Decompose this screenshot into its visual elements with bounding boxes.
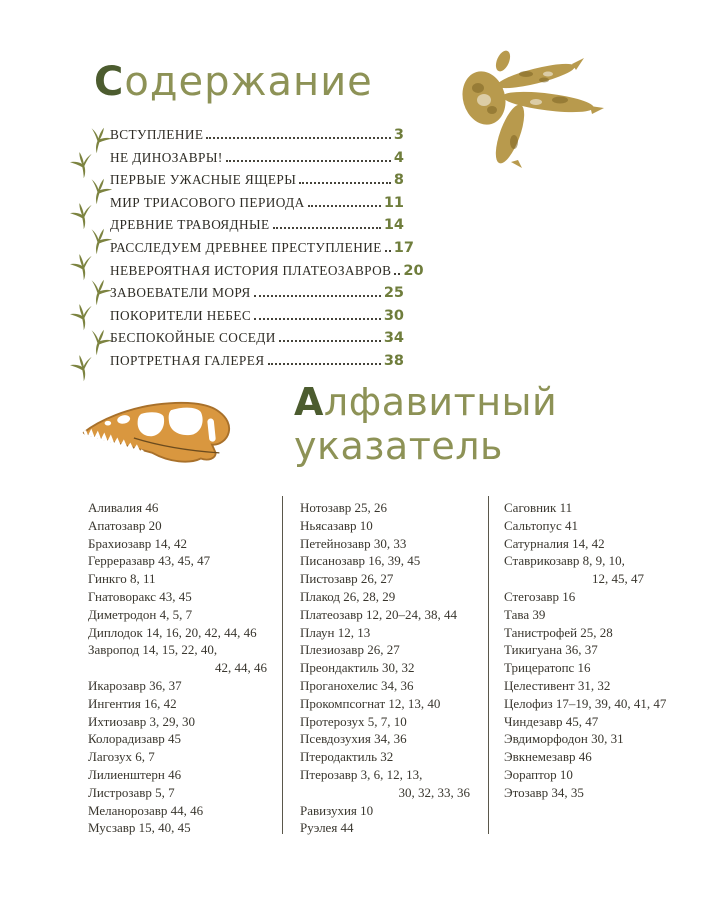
toc-entry-label: ПЕРВЫЕ УЖАСНЫЕ ЯЩЕРЫ xyxy=(110,172,297,188)
index-entry: Лагозух 6, 7 xyxy=(88,749,155,765)
toc-entry-label: ПОРТРЕТНАЯ ГАЛЕРЕЯ xyxy=(110,352,265,368)
toc-dots-leader xyxy=(254,295,381,297)
index-entry: 42, 44, 46 xyxy=(215,660,267,676)
index-entry: Целофиз 17–19, 39, 40, 41, 47 xyxy=(504,695,667,711)
index-entry: Стегозавр 16 xyxy=(504,588,576,604)
toc-dots-leader xyxy=(299,182,391,184)
index-title-line2: указатель xyxy=(294,424,503,469)
toc-page-number: 17 xyxy=(393,239,414,256)
index-entry: Птерозавр 3, 6, 12, 13, xyxy=(300,766,423,782)
index-entry: Чиндезавр 45, 47 xyxy=(504,713,599,729)
index-entry: Меланорозавр 44, 46 xyxy=(88,802,204,818)
toc-entry-label: РАССЛЕДУЕМ ДРЕВНЕЕ ПРЕСТУПЛЕНИЕ xyxy=(110,239,382,255)
index-entry: Целестивент 31, 32 xyxy=(504,677,611,693)
index-entry: Равизухия 10 xyxy=(300,802,374,818)
index-entry: Сатурналия 14, 42 xyxy=(504,535,605,551)
toc-entry-label: ВСТУПЛЕНИЕ xyxy=(110,127,204,142)
index-title-line1-rest: лфавитный xyxy=(323,380,558,424)
index-entry: Плезиозавр 26, 27 xyxy=(300,642,400,658)
index-entry: Ньясазавр 10 xyxy=(300,517,373,533)
index-title xyxy=(294,380,557,468)
index-entry: Апатозавр 20 xyxy=(88,517,162,533)
index-entry: Плакод 26, 28, 29 xyxy=(300,588,396,604)
contents-title xyxy=(94,59,373,105)
index-column-3 xyxy=(504,499,702,802)
index-entry: Диметродон 4, 5, 7 xyxy=(88,606,193,622)
toc-dots-leader xyxy=(254,318,381,320)
toc-entry-label: ЗАВОЕВАТЕЛИ МОРЯ xyxy=(110,285,251,301)
index-entry: Диплодок 14, 16, 20, 42, 44, 46 xyxy=(88,624,257,640)
index-entry: Псевдозухия 34, 36 xyxy=(300,731,407,747)
toc-entry xyxy=(110,172,404,195)
index-entry: Ихтиозавр 3, 29, 30 xyxy=(88,713,195,729)
index-entry: Эвкнемезавр 46 xyxy=(504,749,592,765)
toc-page-number: 11 xyxy=(383,194,404,211)
index-entry: Ставрикозавр 8, 9, 10, xyxy=(504,553,625,569)
toc-dots-leader xyxy=(385,250,391,252)
index-entry: Этозавр 34, 35 xyxy=(504,784,584,800)
index-entry: Саговник 11 xyxy=(504,500,573,515)
toc-dots-leader xyxy=(279,340,381,342)
index-entry: 30, 32, 33, 36 xyxy=(398,784,470,800)
skull-image xyxy=(80,386,238,476)
toc-entry-label: НЕВЕРОЯТНАЯ ИСТОРИЯ ПЛАТЕОЗАВРОВ xyxy=(110,262,392,278)
toc-page-number: 8 xyxy=(393,172,404,189)
toc-page-number: 3 xyxy=(393,127,404,143)
index-entry: Плаун 12, 13 xyxy=(300,624,371,640)
toc-entry-label: ПОКОРИТЕЛИ НЕБЕС xyxy=(110,307,252,323)
index-entry: Протерозух 5, 7, 10 xyxy=(300,713,407,729)
index-entry: Ингентия 16, 42 xyxy=(88,695,177,711)
index-entry: Брахиозавр 14, 42 xyxy=(88,535,187,551)
toc-entry xyxy=(110,217,404,240)
index-entry: Икарозавр 36, 37 xyxy=(88,677,182,693)
index-entry: Преондактиль 30, 32 xyxy=(300,660,415,676)
toc-entry xyxy=(110,127,404,150)
toc-page-number: 25 xyxy=(383,285,404,302)
toc-entry-label: ДРЕВНИЕ ТРАВОЯДНЫЕ xyxy=(110,217,270,233)
toc-page-number: 20 xyxy=(403,262,424,279)
toc-page-number: 4 xyxy=(393,149,404,166)
index-entry: Герреразавр 43, 45, 47 xyxy=(88,553,211,569)
toc-dots-leader xyxy=(273,227,381,229)
toc-page-number: 30 xyxy=(383,307,404,324)
index-entry: Прокомпсогнат 12, 13, 40 xyxy=(300,695,441,711)
toc-dots-leader xyxy=(308,205,381,207)
toc-entry-label: МИР ТРИАСОВОГО ПЕРИОДА xyxy=(110,194,305,210)
index-entry: Эвдиморфодон 30, 31 xyxy=(504,731,624,747)
toc-entry-label: НЕ ДИНОЗАВРЫ! xyxy=(110,149,223,165)
toc-page-number: 34 xyxy=(383,330,404,347)
index-entry: 12, 45, 47 xyxy=(592,571,644,587)
toc-entry xyxy=(110,330,404,353)
index-title-initial: А xyxy=(294,380,324,424)
toc-page-number: 14 xyxy=(383,217,404,234)
fossil-track-image xyxy=(448,44,638,168)
index-entry: Пистозавр 26, 27 xyxy=(300,571,394,587)
index-column-2 xyxy=(300,499,482,837)
toc-page-number: 38 xyxy=(383,352,404,369)
index-entry: Гинкго 8, 11 xyxy=(88,571,156,587)
toc-entry xyxy=(110,195,404,218)
index-entry: Петейнозавр 30, 33 xyxy=(300,535,407,551)
fossil-dinosaur-track-icon xyxy=(448,44,638,168)
toc-entry xyxy=(110,285,404,308)
toc-entry xyxy=(110,308,404,331)
index-entry: Тава 39 xyxy=(504,606,546,622)
index-entry: Трицератопс 16 xyxy=(504,660,591,676)
index-entry: Листрозавр 5, 7 xyxy=(88,784,175,800)
index-entry: Платеозавр 12, 20–24, 38, 44 xyxy=(300,606,458,622)
toc-entry xyxy=(110,150,404,173)
index-entry: Птеродактиль 32 xyxy=(300,749,394,765)
toc-dots-leader xyxy=(268,363,381,365)
index-entry: Эораптор 10 xyxy=(504,766,573,782)
dinosaur-skull-icon xyxy=(80,386,238,474)
index-column-1 xyxy=(88,499,275,837)
toc-entry xyxy=(110,262,424,286)
index-entry: Танистрофей 25, 28 xyxy=(504,624,613,640)
index-entry: Завропод 14, 15, 22, 40, xyxy=(88,642,218,658)
index-entry: Аливалия 46 xyxy=(88,500,159,515)
column-divider xyxy=(282,496,283,834)
index-entry: Нотозавр 25, 26 xyxy=(300,500,388,515)
index-entry: Гнатоворакс 43, 45 xyxy=(88,588,192,604)
toc-entry xyxy=(110,353,404,376)
toc-dots-leader xyxy=(226,160,391,162)
index-entry: Мусзавр 15, 40, 45 xyxy=(88,820,191,836)
contents-title-rest: одержание xyxy=(124,59,373,105)
index-title-line1 xyxy=(294,380,557,424)
index-entry: Тикигуана 36, 37 xyxy=(504,642,598,658)
index-entry: Писанозавр 16, 39, 45 xyxy=(300,553,421,569)
index-entry: Проганохелис 34, 36 xyxy=(300,677,414,693)
toc-entry xyxy=(110,239,414,263)
contents-title-initial: С xyxy=(94,59,125,105)
toc-dots-leader xyxy=(394,273,400,275)
toc-entry-label: БЕСПОКОЙНЫЕ СОСЕДИ xyxy=(110,330,276,346)
index-entry: Лилиенштерн 46 xyxy=(88,766,182,782)
toc-dots-leader xyxy=(206,137,391,139)
index-entry: Сальтопус 41 xyxy=(504,517,578,533)
index-entry: Колорадизавр 45 xyxy=(88,731,181,747)
toc-list xyxy=(110,127,424,376)
column-divider xyxy=(488,496,489,834)
index-entry: Руэлея 44 xyxy=(300,820,354,836)
